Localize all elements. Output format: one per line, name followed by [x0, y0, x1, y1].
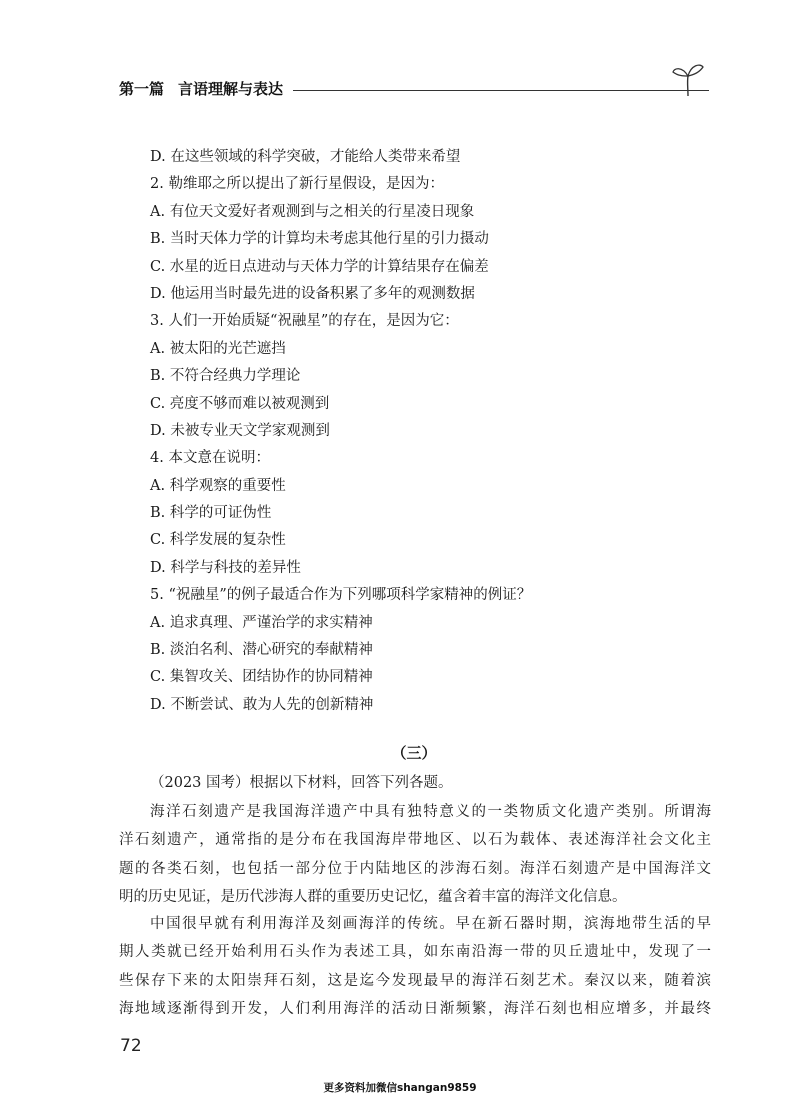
- answer-option: A. 科学观察的重要性: [150, 477, 286, 494]
- answer-option: D. 未被专业天文学家观测到: [150, 422, 330, 439]
- header-rule: [293, 90, 709, 91]
- question-stem: 5. “祝融星”的例子最适合作为下列哪项科学家精神的例证？: [150, 587, 532, 604]
- question-stem: 2. 勒维耶之所以提出了新行星假设，是因为：: [150, 176, 444, 193]
- question-list: [150, 144, 710, 719]
- paragraph-line: 洋石刻遗产，通常指的是分布在我国海岸带地区、以石为载体、表述海洋社会文化主: [119, 832, 711, 849]
- answer-option: B. 当时天体力学的计算均未考虑其他行星的引力摄动: [150, 231, 489, 248]
- paragraph-line: 期人类就已经开始利用石头作为表述工具，如东南沿海一带的贝丘遗址中，发现了一: [119, 944, 711, 961]
- header-part-label: 第一篇: [119, 79, 165, 98]
- paragraph-line: 些保存下来的太阳崇拜石刻，这是迄今发现最早的海洋石刻艺术。秦汉以来，随着滨: [119, 972, 711, 989]
- answer-option: A. 被太阳的光芒遮挡: [150, 340, 286, 357]
- question-stem: 4. 本文意在说明：: [150, 450, 270, 467]
- paragraph-line: 明的历史见证，是历代涉海人群的重要历史记忆，蕴含着丰富的海洋文化信息。: [119, 889, 627, 906]
- answer-option: D. 他运用当时最先进的设备积累了多年的观测数据: [150, 285, 475, 302]
- page-number: 72: [120, 1036, 142, 1056]
- paragraph-line: 题的各类石刻，也包括一部分位于内陆地区的涉海石刻。海洋石刻遗产是中国海洋文: [119, 860, 711, 877]
- paragraph-2: [119, 910, 711, 1024]
- sprout-icon: [670, 58, 706, 98]
- paragraph-line: 中国很早就有利用海洋及刻画海洋的传统。早在新石器时期，滨海地带生活的早: [150, 916, 711, 932]
- paragraph-line: 海洋石刻遗产是我国海洋遗产中具有独特意义的一类物质文化遗产类别。所谓海: [150, 804, 711, 820]
- answer-option: C. 科学发展的复杂性: [150, 532, 286, 549]
- running-header: [119, 76, 709, 100]
- answer-option: C. 集智攻关、团结协作的协同精神: [150, 669, 373, 686]
- answer-option: C. 水星的近日点进动与天体力学的计算结果存在偏差: [150, 258, 489, 275]
- answer-option: B. 科学的可证伪性: [150, 505, 272, 522]
- answer-option: A. 有位天文爱好者观测到与之相关的行星凌日现象: [150, 203, 475, 220]
- header-section-title: 言语理解与表达: [178, 79, 284, 98]
- answer-option: D. 在这些领域的科学突破，才能给人类带来希望: [150, 149, 461, 165]
- section-intro: （2023 国考）根据以下材料，回答下列各题。: [150, 775, 453, 791]
- question-stem: 3. 人们一开始质疑“祝融星”的存在，是因为它：: [150, 313, 459, 330]
- answer-option: C. 亮度不够而难以被观测到: [150, 395, 330, 412]
- section-title: （三）: [391, 744, 437, 762]
- answer-option: D. 科学与科技的差异性: [150, 559, 301, 576]
- footer-note: 更多资料加微信shangan9859: [323, 1082, 477, 1094]
- paragraph-line: 海地域逐渐得到开发，人们利用海洋的活动日渐频繁，海洋石刻也相应增多，并最终: [119, 1001, 711, 1018]
- answer-option: B. 淡泊名利、潜心研究的奉献精神: [150, 642, 373, 659]
- paragraph-1: [119, 798, 711, 912]
- answer-option: B. 不符合经典力学理论: [150, 368, 301, 385]
- answer-option: D. 不断尝试、敢为人先的创新精神: [150, 696, 374, 713]
- answer-option: A. 追求真理、严谨治学的求实精神: [150, 614, 373, 631]
